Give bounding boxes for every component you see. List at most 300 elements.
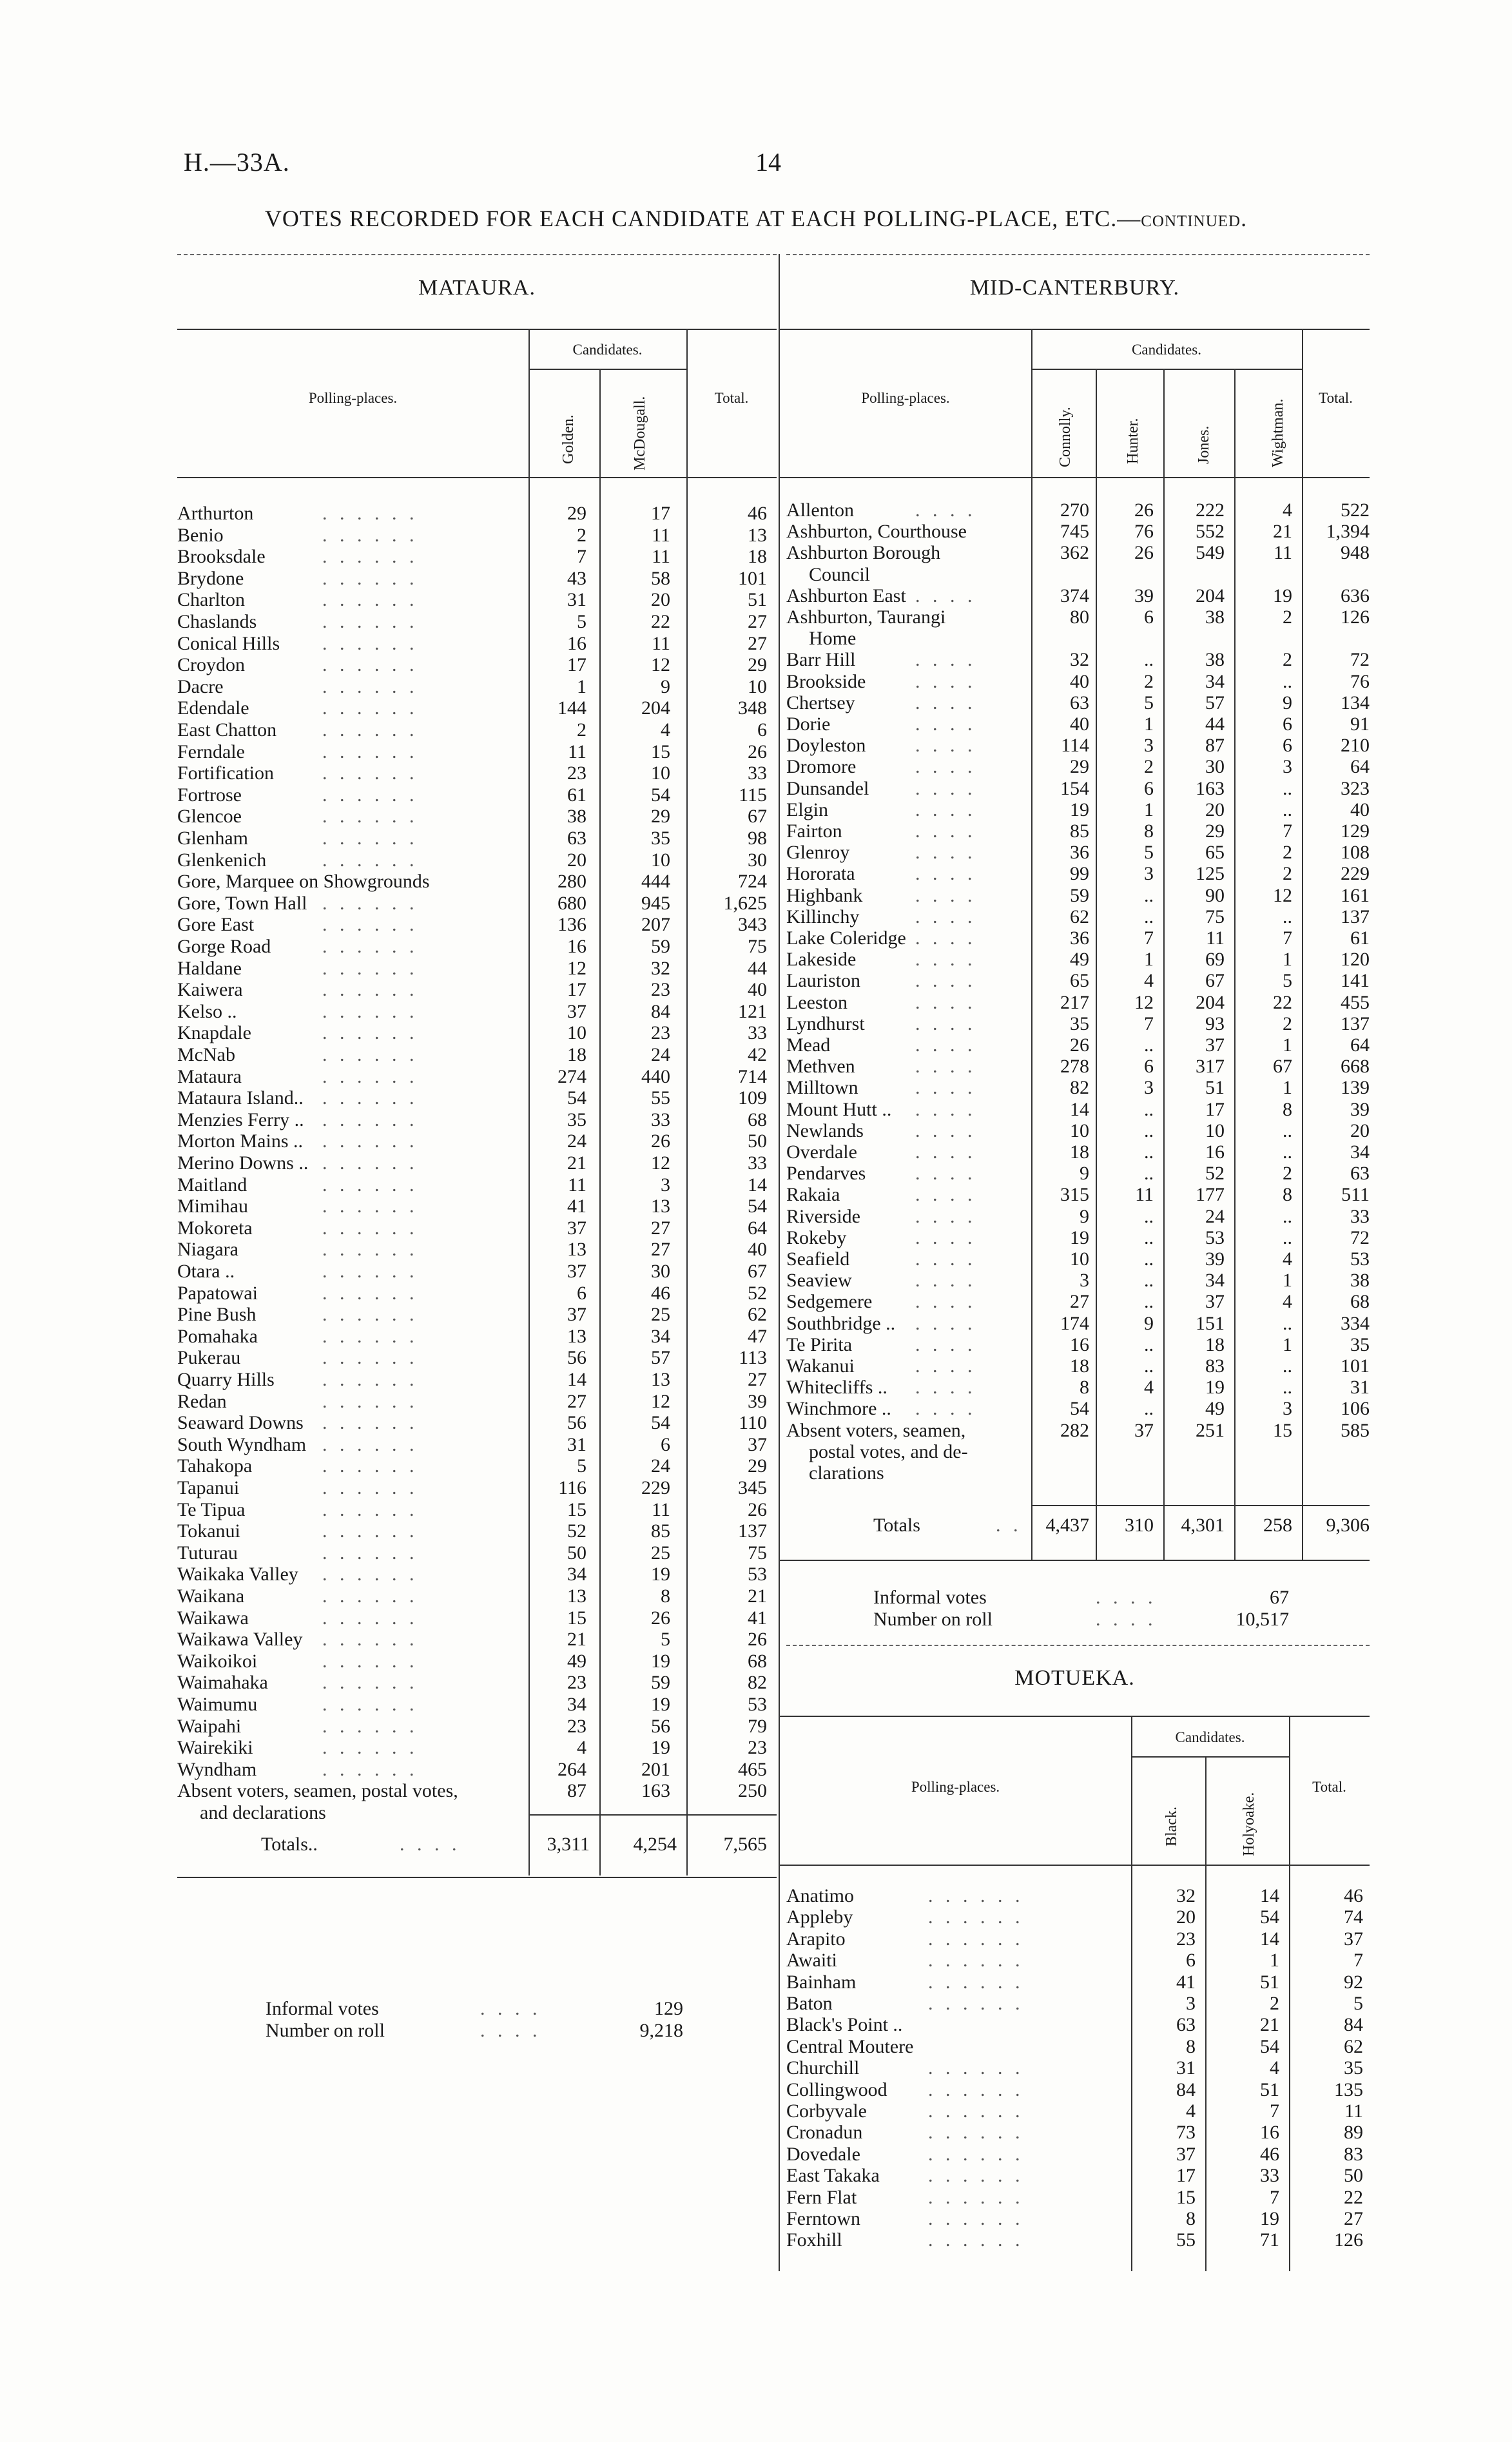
hunter-votes: 4 [1144, 970, 1154, 992]
table-row [0, 585, 1512, 607]
jones-votes: 251 [1196, 1419, 1225, 1441]
mcdougall-votes: 32 [651, 957, 670, 979]
total-votes: 34 [1350, 1141, 1370, 1163]
polling-place: Overdale [786, 1141, 857, 1163]
leader-dots: . . . . . . [322, 1239, 418, 1261]
connolly-votes: 9 [1080, 1163, 1089, 1185]
total-votes: 44 [748, 957, 767, 979]
connolly-votes: 3 [1080, 1270, 1089, 1292]
total-votes: 7 [1353, 1950, 1363, 1972]
hunter-votes: 6 [1144, 606, 1154, 628]
connolly-votes: 80 [1070, 606, 1089, 628]
table-row [0, 1334, 1512, 1356]
leader-dots: . . . . [915, 1056, 976, 1078]
mcdougall-votes: 10 [651, 762, 670, 784]
leader-dots: . . . . [915, 499, 976, 521]
leader-dots: . . . . . . [928, 1993, 1024, 2014]
golden-votes: 56 [567, 1412, 586, 1434]
mcdougall-votes: 57 [651, 1347, 670, 1369]
total-votes: 41 [748, 1607, 767, 1629]
golden-votes: 6 [577, 1282, 586, 1304]
golden-votes: 136 [557, 914, 586, 936]
polling-place: Dunsandel [786, 777, 869, 799]
polling-place: Benio [177, 524, 224, 546]
total-votes: 53 [1350, 1248, 1370, 1270]
jones-votes: 38 [1205, 649, 1225, 671]
hunter-votes: 7 [1144, 1013, 1154, 1034]
polling-place: Dovedale [786, 2143, 860, 2165]
table-row [0, 713, 1512, 735]
total-votes: 46 [1344, 1885, 1363, 1906]
wightman-votes: 8 [1283, 1098, 1292, 1120]
total-votes: 61 [1350, 927, 1370, 949]
polling-place: Lakeside [786, 949, 857, 971]
polling-place: Ferndale [177, 741, 245, 762]
wightman-votes: .. [1283, 1226, 1292, 1248]
polling-place: Pine Bush [177, 1304, 257, 1326]
jones-votes: 19 [1205, 1377, 1225, 1399]
total-votes: 40 [748, 1239, 767, 1261]
total-votes: 47 [748, 1325, 767, 1347]
jones-votes: 57 [1205, 692, 1225, 713]
total-votes: 91 [1350, 713, 1370, 735]
leader-dots: . . . . [915, 1312, 976, 1334]
table-row [0, 1313, 1512, 1335]
leader-dots: . . . . . . [322, 719, 418, 741]
polling-place: Lauriston [786, 970, 860, 992]
leader-dots: . . . . . . [928, 2229, 1024, 2251]
leader-dots: . . . . . . [322, 1542, 418, 1564]
hunter-votes: 2 [1144, 756, 1154, 778]
totals-row [0, 1834, 1512, 1856]
golden-votes: 13 [567, 1585, 586, 1607]
mcdougall-votes: 35 [651, 828, 670, 849]
mcdougall-votes: 440 [641, 1065, 670, 1087]
total-votes: 137 [738, 1520, 767, 1542]
hunter-votes: .. [1144, 1248, 1154, 1270]
hunter-votes: 1 [1144, 713, 1154, 735]
candidate-wightman: Wightman. [1270, 398, 1286, 467]
holyoake-votes: 54 [1260, 2035, 1279, 2057]
holyoake-votes: 46 [1260, 2143, 1279, 2165]
jones-votes: 18 [1205, 1333, 1225, 1355]
leader-dots: . . . . [915, 970, 976, 992]
total-votes: 68 [748, 1650, 767, 1672]
leader-dots: . . . . [915, 1355, 976, 1377]
jones-votes: 20 [1205, 799, 1225, 820]
polling-places-heading: Polling-places. [911, 1779, 1000, 1795]
mcdougall-votes: 4 [661, 719, 670, 741]
golden-votes: 2 [577, 719, 586, 741]
candidates-rule [1031, 369, 1302, 370]
total-votes: 126 [1334, 2229, 1363, 2251]
table-row [0, 2100, 1512, 2122]
totals-label: Totals [873, 1515, 920, 1536]
polling-place: Dorie [786, 713, 831, 735]
table-row [0, 1993, 1512, 2015]
total-votes: 23 [748, 1737, 767, 1759]
table-row [0, 927, 1512, 949]
polling-place: Collingwood [786, 2079, 887, 2100]
polling-place: Central Moutere [786, 2035, 914, 2057]
leader-dots: . . . . . . [322, 936, 418, 957]
total-votes: 636 [1341, 585, 1370, 606]
number-on-roll: Number on roll . . . . 10,517 [873, 1609, 1289, 1630]
total-votes: 30 [748, 849, 767, 871]
leader-dots: . . . . . . [322, 1196, 418, 1217]
total-votes: 27 [748, 1369, 767, 1390]
total-votes: 67 [748, 806, 767, 828]
golden-votes: 680 [557, 892, 586, 914]
total-votes: 348 [738, 697, 767, 719]
table-bottom-rule [780, 1560, 1370, 1561]
mcdougall-votes: 15 [651, 741, 670, 762]
total-votes: 108 [1341, 842, 1370, 864]
informal-label: Informal votes [266, 1998, 379, 2019]
mcdougall-votes: 59 [651, 936, 670, 957]
polling-place: Appleby [786, 1906, 853, 1928]
polling-place: Charlton [177, 589, 245, 611]
table-row [0, 2165, 1512, 2187]
connolly-votes: 217 [1060, 991, 1089, 1013]
totals-jones: 4,301 [1181, 1515, 1225, 1536]
connolly-votes: 10 [1070, 1119, 1089, 1141]
hunter-votes: .. [1144, 1119, 1154, 1141]
golden-votes: 34 [567, 1564, 586, 1585]
polling-place: Mokoreta [177, 1217, 253, 1239]
jones-votes: 75 [1205, 906, 1225, 927]
table-row [0, 756, 1512, 778]
leader-dots: . . . . . . [928, 2100, 1024, 2122]
table-row [0, 1034, 1512, 1056]
table-row [0, 1477, 1512, 1499]
golden-votes: 13 [567, 1239, 586, 1261]
connolly-votes: 49 [1070, 949, 1089, 971]
total-votes: 40 [748, 979, 767, 1001]
wightman-votes: 4 [1283, 1248, 1292, 1270]
total-votes: 98 [748, 828, 767, 849]
total-votes: 89 [1344, 2122, 1363, 2144]
total-votes: 53 [748, 1694, 767, 1715]
connolly-votes: 16 [1070, 1333, 1089, 1355]
black-votes: 20 [1176, 1906, 1196, 1928]
polling-place: Pomahaka [177, 1325, 258, 1347]
connolly-votes: 9 [1080, 1205, 1089, 1227]
mcdougall-votes: 207 [641, 914, 670, 936]
black-votes: 3 [1186, 1993, 1196, 2014]
leader-dots: . . . . . . [928, 1906, 1024, 1928]
total-votes: 76 [1350, 670, 1370, 692]
table-row [0, 1629, 1512, 1651]
holyoake-votes: 14 [1260, 1928, 1279, 1950]
connolly-votes: 62 [1070, 906, 1089, 927]
candidates-rule [1131, 1756, 1289, 1758]
connolly-votes: 99 [1070, 863, 1089, 885]
total-votes: 37 [748, 1433, 767, 1455]
wightman-votes: .. [1283, 1119, 1292, 1141]
connolly-votes: 40 [1070, 713, 1089, 735]
golden-votes: 52 [567, 1520, 586, 1542]
mcdougall-votes: 33 [651, 1109, 670, 1130]
polling-place: Whitecliffs .. [786, 1377, 887, 1399]
wightman-votes: 7 [1283, 820, 1292, 842]
leader-dots: . . . . [915, 1163, 976, 1185]
total-votes: 35 [1350, 1333, 1370, 1355]
total-votes: 334 [1341, 1312, 1370, 1334]
jones-votes: 24 [1205, 1205, 1225, 1227]
black-votes: 17 [1176, 2165, 1196, 2187]
table-row [0, 1013, 1512, 1035]
golden-votes: 43 [567, 567, 586, 589]
holyoake-votes: 21 [1260, 2014, 1279, 2036]
hunter-votes: .. [1144, 1163, 1154, 1185]
total-votes: 68 [1350, 1291, 1370, 1313]
table-row [0, 2122, 1512, 2144]
polling-places-heading: Polling-places. [861, 390, 950, 406]
polling-place: Glencoe [177, 806, 242, 828]
hunter-votes: 12 [1134, 991, 1154, 1013]
connolly-votes: 315 [1060, 1184, 1089, 1206]
golden-votes: 15 [567, 1498, 586, 1520]
total-votes: 54 [748, 1196, 767, 1217]
total-votes: 11 [1344, 2100, 1363, 2122]
leader-dots: . . . . [915, 1291, 976, 1313]
polling-places-heading: Polling-places. [308, 390, 398, 406]
golden-votes: 264 [557, 1758, 586, 1780]
polling-place: Glenroy [786, 842, 850, 864]
mcdougall-votes: 58 [651, 567, 670, 589]
total-votes: 35 [1344, 2057, 1363, 2079]
candidate-hunter: Hunter. [1125, 418, 1141, 464]
jones-votes: 204 [1196, 585, 1225, 606]
informal-label: Informal votes [873, 1587, 987, 1608]
polling-place: Mount Hutt .. [786, 1098, 892, 1120]
mcdougall-votes: 24 [651, 1455, 670, 1477]
hunter-votes: 2 [1144, 670, 1154, 692]
leader-dots: . . . . [915, 1141, 976, 1163]
roll-label: Number on roll [266, 2020, 385, 2041]
totals-label: Totals.. [261, 1834, 318, 1855]
informal-value: 129 [654, 1998, 683, 2019]
leader-dots: . . . . [915, 1270, 976, 1292]
polling-place: Riverside [786, 1205, 860, 1227]
leader-dots: . . . . . . [928, 2057, 1024, 2079]
totals-mcdougall: 4,254 [633, 1834, 677, 1855]
golden-votes: 10 [567, 1022, 586, 1044]
wightman-votes: 2 [1283, 649, 1292, 671]
leader-dots: . . . . . . [322, 503, 418, 524]
hunter-votes: 11 [1135, 1184, 1154, 1206]
wightman-votes: .. [1283, 1141, 1292, 1163]
mcdougall-votes: 25 [651, 1542, 670, 1564]
hunter-votes: 6 [1144, 1056, 1154, 1078]
leader-dots: . . . . . . [322, 1390, 418, 1412]
polling-place: Ferntown [786, 2208, 860, 2229]
total-votes: 1,394 [1326, 521, 1370, 543]
mcdougall-votes: 8 [661, 1585, 670, 1607]
wightman-votes: 22 [1273, 991, 1292, 1013]
polling-place: Waimumu [177, 1694, 258, 1715]
black-votes: 8 [1186, 2208, 1196, 2229]
mcdougall-votes: 17 [651, 503, 670, 524]
mcdougall-votes: 30 [651, 1261, 670, 1282]
polling-place: Conical Hills [177, 632, 280, 654]
jones-votes: 51 [1205, 1077, 1225, 1099]
candidates-heading: Candidates. [1175, 1729, 1245, 1745]
mcdougall-votes: 54 [651, 1412, 670, 1434]
leader-dots: . . . . . . [322, 979, 418, 1001]
holyoake-votes: 51 [1260, 2079, 1279, 2100]
mcdougall-votes: 46 [651, 1282, 670, 1304]
polling-place: Absent voters, seamen, postal votes, [177, 1780, 458, 1802]
table-row [0, 1248, 1512, 1270]
wightman-votes: 3 [1283, 1398, 1292, 1420]
polling-place: East Takaka [786, 2165, 880, 2187]
golden-votes: 29 [567, 503, 586, 524]
hunter-votes: 6 [1144, 777, 1154, 799]
mcdougall-votes: 19 [651, 1694, 670, 1715]
golden-votes: 18 [567, 1044, 586, 1065]
polling-place: Tuturau [177, 1542, 238, 1564]
leader-dots: . . . . . . [322, 1564, 418, 1585]
mcdougall-votes: 19 [651, 1564, 670, 1585]
connolly-votes: 59 [1070, 884, 1089, 906]
wightman-votes: 5 [1283, 970, 1292, 992]
black-votes: 37 [1176, 2143, 1196, 2165]
table-top-rule [780, 1716, 1370, 1717]
black-votes: 84 [1176, 2079, 1196, 2100]
jones-votes: 53 [1205, 1226, 1225, 1248]
polling-place: Brooksdale [177, 546, 266, 568]
polling-place: Brookside [786, 670, 866, 692]
wightman-votes: .. [1283, 670, 1292, 692]
polling-place: Southbridge .. [786, 1312, 896, 1334]
polling-place: Fern Flat [786, 2186, 857, 2208]
hunter-votes: .. [1144, 1098, 1154, 1120]
polling-place: Waikoikoi [177, 1650, 258, 1672]
candidate-golden: Golden. [560, 414, 577, 464]
table-row [0, 1184, 1512, 1206]
jones-votes: 83 [1205, 1355, 1225, 1377]
leader-dots: . . . . . . [322, 675, 418, 697]
table-row [0, 1355, 1512, 1377]
leader-dots: . . . . [915, 777, 976, 799]
total-votes: 250 [738, 1780, 767, 1802]
golden-votes: 15 [567, 1607, 586, 1629]
total-votes: 135 [1334, 2079, 1363, 2100]
jones-votes: 34 [1205, 1270, 1225, 1292]
jones-votes: 39 [1205, 1248, 1225, 1270]
mcdougall-votes: 13 [651, 1369, 670, 1390]
polling-place: Seaview [786, 1270, 852, 1292]
leader-dots: . . . . . . [322, 741, 418, 762]
leader-dots: . . . . . . [928, 2208, 1024, 2229]
jones-votes: 204 [1196, 991, 1225, 1013]
polling-place: Waikaka Valley [177, 1564, 298, 1585]
totals-total: 9,306 [1326, 1515, 1370, 1536]
jones-votes: 93 [1205, 1013, 1225, 1034]
mcdougall-votes: 84 [651, 1000, 670, 1022]
polling-place: Glenkenich [177, 849, 267, 871]
golden-votes: 21 [567, 1152, 586, 1174]
polling-place: Leeston [786, 991, 848, 1013]
mcdougall-votes: 27 [651, 1217, 670, 1239]
total-votes: 229 [1341, 863, 1370, 885]
leader-dots: . . . . . . [322, 1022, 418, 1044]
page-title: VOTES RECORDED FOR EACH CANDIDATE AT EACH POLLING-PLACE, ETC.—continued. [264, 206, 1248, 231]
wightman-votes: 2 [1283, 1163, 1292, 1185]
total-votes: 1,625 [723, 892, 767, 914]
table-row [0, 2057, 1512, 2079]
connolly-votes: 82 [1070, 1077, 1089, 1099]
table-row [0, 1163, 1512, 1185]
leader-dots: . . . . [915, 1077, 976, 1099]
wightman-votes: 11 [1274, 542, 1292, 564]
polling-place: Gore, Marquee on Showgrounds [177, 871, 430, 893]
total-votes: 120 [1341, 949, 1370, 971]
polling-place: Barr Hill [786, 649, 856, 671]
polling-place: Churchill [786, 2057, 860, 2079]
polling-place: Black's Point .. [786, 2014, 903, 2036]
wightman-votes: 4 [1283, 1291, 1292, 1313]
golden-votes: 87 [567, 1780, 586, 1802]
polling-place: Elgin [786, 799, 828, 820]
total-votes: 72 [1350, 649, 1370, 671]
connolly-votes: 29 [1070, 756, 1089, 778]
wightman-votes: 2 [1283, 1013, 1292, 1034]
total-votes: 20 [1350, 1119, 1370, 1141]
total-votes: 50 [748, 1130, 767, 1152]
table-row [0, 799, 1512, 821]
wightman-votes: 21 [1273, 521, 1292, 543]
total-votes: 101 [738, 567, 767, 589]
polling-place: Morton Mains .. [177, 1130, 303, 1152]
jones-votes: 65 [1205, 842, 1225, 864]
golden-votes: 4 [577, 1737, 586, 1759]
total-votes: 137 [1341, 1013, 1370, 1034]
black-votes: 15 [1176, 2186, 1196, 2208]
totals-hunter: 310 [1125, 1515, 1154, 1536]
polling-place: Killinchy [786, 906, 860, 927]
polling-place: Awaiti [786, 1950, 837, 1972]
polling-place: Dacre [177, 675, 224, 697]
polling-place-cont: postal votes, and de- [809, 1440, 968, 1462]
table-row [0, 1906, 1512, 1928]
hunter-votes: 5 [1144, 842, 1154, 864]
leader-dots: . . . . . . [928, 1928, 1024, 1950]
leader-dots: . . . . [915, 1377, 976, 1399]
table-row [0, 949, 1512, 971]
leader-dots: . . . . . . [322, 1629, 418, 1651]
total-votes: 137 [1341, 906, 1370, 927]
total-votes: 26 [748, 741, 767, 762]
total-votes: 27 [748, 632, 767, 654]
leader-dots: . . . . . . [322, 1758, 418, 1780]
golden-votes: 116 [558, 1477, 586, 1498]
total-votes: 22 [1344, 2186, 1363, 2208]
polling-place: Highbank [786, 884, 863, 906]
golden-votes: 49 [567, 1650, 586, 1672]
candidate-holyoake: Holyoake. [1241, 1792, 1257, 1856]
holyoake-votes: 7 [1270, 2186, 1279, 2208]
total-votes: 948 [1341, 542, 1370, 564]
polling-place: Doyleston [786, 735, 866, 757]
wightman-votes: 67 [1273, 1056, 1292, 1078]
jones-votes: 10 [1205, 1119, 1225, 1141]
jones-votes: 11 [1206, 927, 1225, 949]
mcdougall-votes: 56 [651, 1715, 670, 1737]
total-votes: 84 [1344, 2014, 1363, 2036]
